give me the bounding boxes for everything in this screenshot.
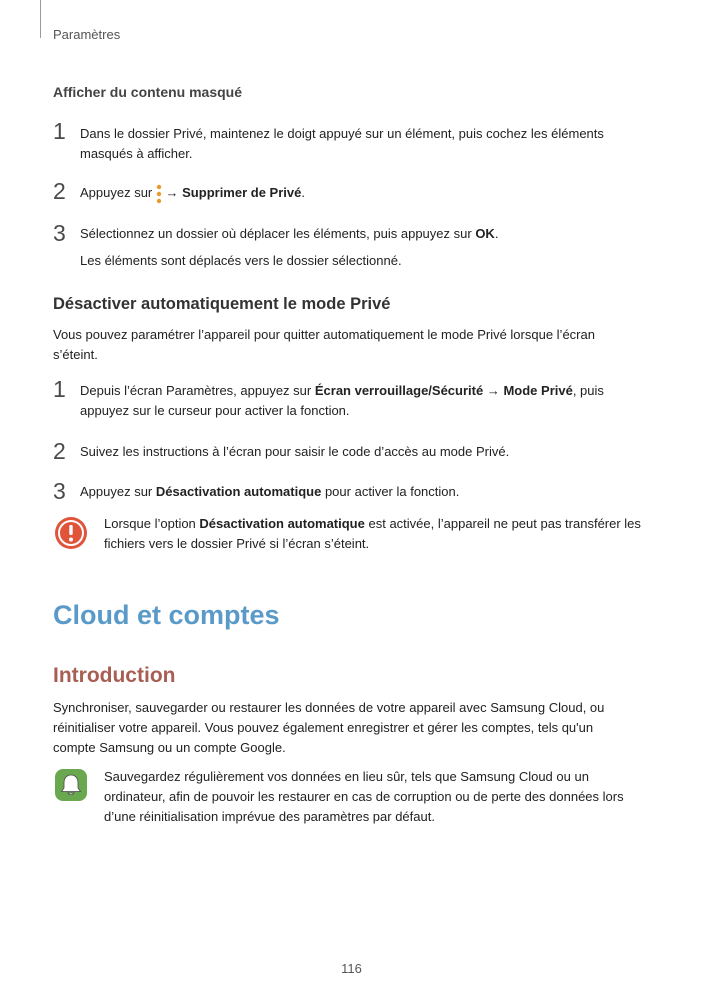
step-text [80,183,640,204]
warning-icon [54,516,88,550]
margin-rule [40,0,41,38]
menu-private-mode: Mode Privé [503,383,573,398]
tip-note: Sauvegardez régulièrement vos données en lieu sûr, tels que Samsung Cloud ou un ordinateur, afin de pouvoir les restaurer en cas de corruption ou de perte des données lors d’une réinitialisation imprévue des paramètres par défaut. [104,769,624,824]
intro-heading: Introduction [53,664,176,687]
menu-option-remove-private: Supprimer de Privé [182,185,302,200]
intro-text: Synchroniser, sauvegarder ou restaurer les données de votre appareil avec Samsung Cloud, ou réinitialiser votre appareil. Vous pouvez également enregistrer et gérer les comptes, tels qu'un compte Samsung ou un compte Google. [53,700,605,755]
more-options-icon [156,184,162,204]
bell-icon [54,768,88,802]
step-text: Dans le dossier Privé, maintenez le doigt appuyé sur un élément, puis cochez les éléments masqués à afficher. [80,126,604,161]
note-post: est activée, l’appareil ne peut pas transférer les fichiers vers le dossier Privé si l’écran s’éteint. [104,516,641,551]
step-number: 1 [53,376,66,402]
step-result: Les éléments sont déplacés vers le dossier sélectionné. [80,253,402,268]
page-number: 116 [341,961,362,976]
step-text-pre: Appuyez sur [80,484,153,499]
step-text-post: . [301,185,305,200]
section-title-auto-disable: Désactiver automatiquement le mode Privé [53,295,391,313]
step-number: 3 [53,478,66,504]
running-header: Paramètres [53,27,121,42]
step-text-post: . [494,226,499,241]
step-text [80,224,640,244]
step-text-pre: Sélectionnez un dossier où déplacer les éléments, puis appuyez sur [80,226,472,241]
arrow: → [165,185,179,200]
note-pre: Lorsque l’option [104,516,196,531]
note-option: Désactivation automatique [199,516,365,531]
menu-lock-security: Écran verrouillage/Sécurité [314,383,484,398]
ok-label: OK [475,226,495,241]
step-text-pre: Depuis l’écran Paramètres, appuyez sur [80,383,312,398]
chapter-title: Cloud et comptes [53,600,280,630]
step-text [80,482,640,502]
step-number: 2 [53,438,66,464]
arrow: → [486,383,500,398]
step-number: 3 [53,220,66,246]
step-text-pre: Appuyez sur [80,185,153,200]
section-intro: Vous pouvez paramétrer l’appareil pour quitter automatiquement le mode Privé lorsque l’écran s’éteint. [53,327,595,362]
step-text-post: pour activer la fonction. [324,484,460,499]
section-title-hidden-content: Afficher du contenu masqué [53,84,243,100]
option-auto-disable: Désactivation automatique [155,484,322,499]
step-text-post: , puis appuyez sur le curseur pour activer la fonction. [80,383,604,418]
step-text [80,381,640,421]
warning-note [104,514,664,554]
step-text: Suivez les instructions à l’écran pour saisir le code d’accès au mode Privé. [80,444,510,459]
step-number: 1 [53,118,66,144]
step-number: 2 [53,178,66,204]
